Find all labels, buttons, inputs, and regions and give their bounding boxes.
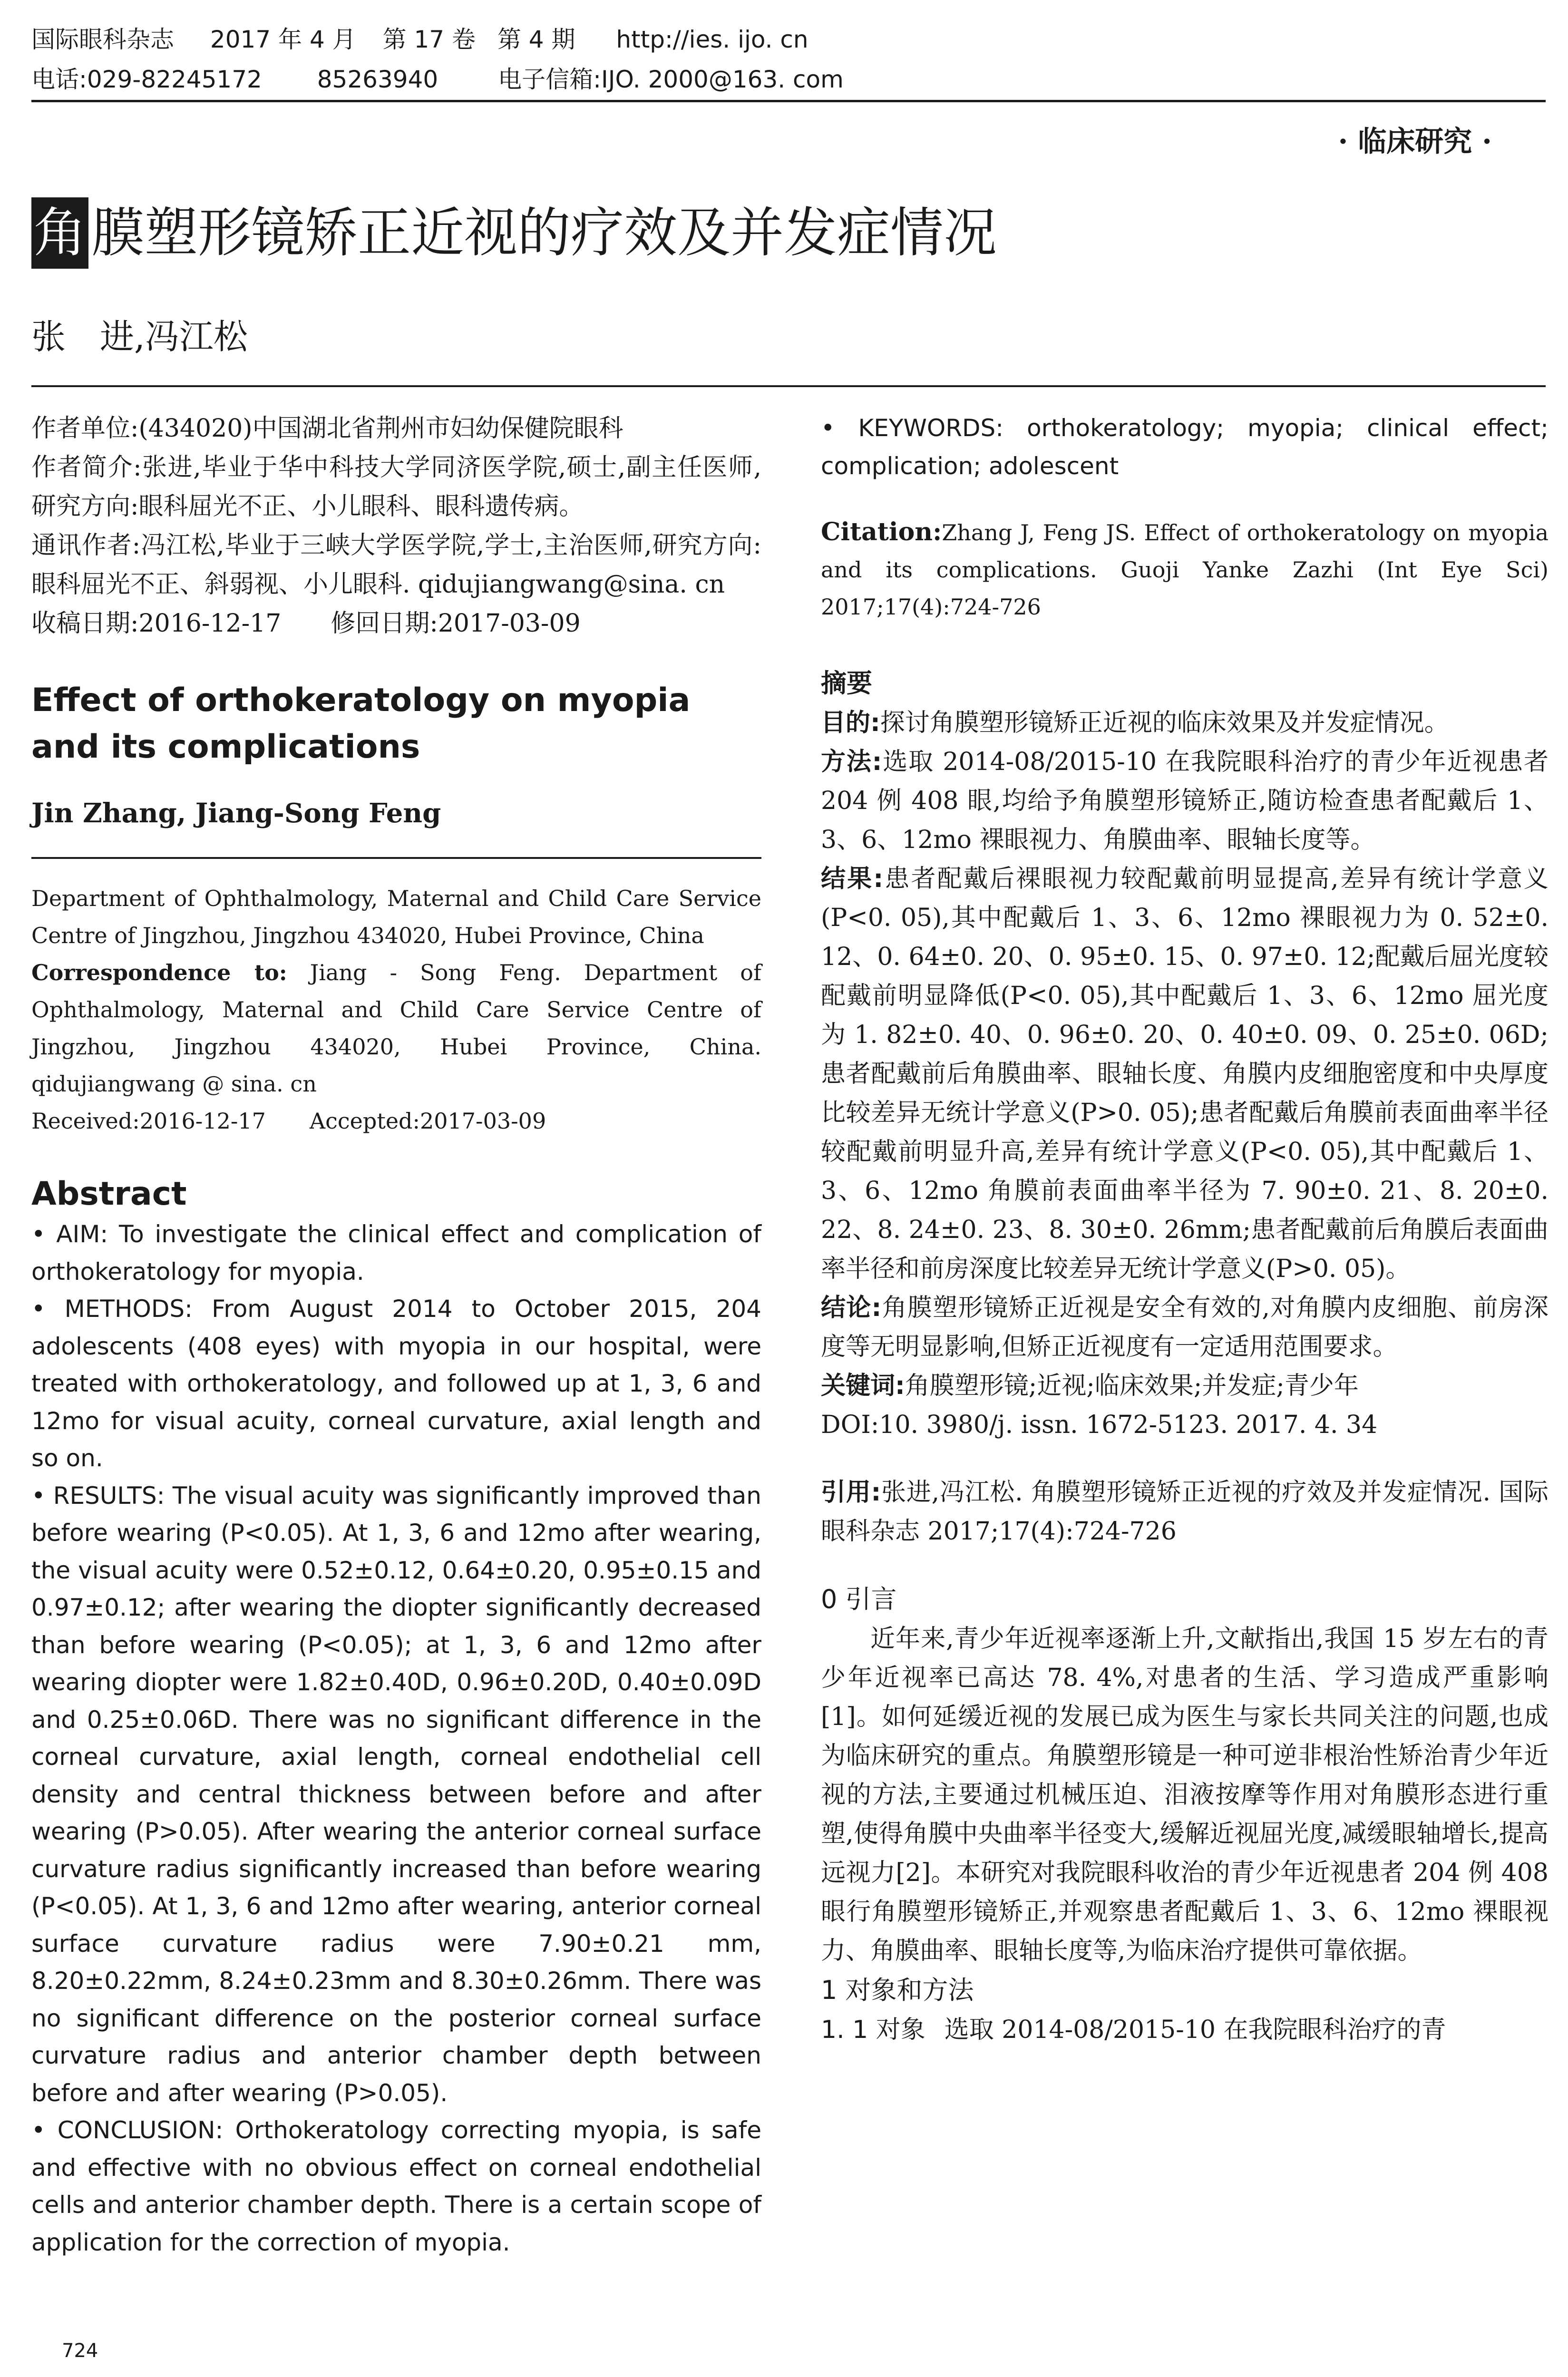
running-header-line2 — [31, 61, 844, 98]
en-dates: Received:2016-12-17 Accepted:2017-03-09 — [31, 1108, 546, 1134]
abstract-cn-conclusion-label: 结论: — [821, 1294, 882, 1322]
en-affiliation-block — [31, 880, 761, 1140]
abstract-cn-results-label: 结果: — [821, 865, 884, 893]
citation-text: Zhang J, Feng JS. Effect of orthokeratology on myopia and its complications. Guoji Yanke Zazhi (Int Eye Sci) 2017;17(4):724-726 — [821, 520, 1549, 620]
right-column — [821, 409, 1549, 2049]
authors-cn: 张 进,冯江松 — [31, 317, 248, 357]
section-1-1 — [821, 2010, 1549, 2049]
abstract-cn-keywords-label: 关键词: — [821, 1372, 905, 1400]
keywords-en: • KEYWORDS: orthokeratology; myopia; clinical effect; complication; adolescent — [821, 414, 1549, 480]
correspondence-text: Jiang - Song Feng. Department of Ophthalmology, Maternal and Child Care Service Centre of Jingzhou, Jingzhou 434020, Hubei Province, China. qidujiangwang @ sina. cn — [31, 960, 761, 1097]
abstract-methods: • METHODS: From August 2014 to October 2015, 204 adolescents (408 eyes) with myopia in our hospital, were treated with orthokeratology, and followed up at 1, 3, 6 and 12mo for visual acuity, corneal curvature, axial length and so on. — [31, 1295, 761, 1472]
header-rule — [31, 100, 1546, 102]
abstract-results: • RESULTS: The visual acuity was significantly improved than before wearing (P<0.05). At 1, 3, 6 and 12mo after wearing, the visual acuity were 0.52±0.12, 0.64±0.20, 0.95±0.15 and 0.97±0.12; after wearing the diopter significantly decreased than before wearing (P<0.05); at 1, 3, 6 and 12mo after wearing diopter were 1.82±0.40D, 0.96±0.20D, 0.40±0.09D and 0.25±0.06D. There was no significant difference in the corneal curvature, axial length, corneal endothelial cell density and central thickness between before and after wearing (P>0.05). After wearing the anterior corneal surface curvature radius significantly increased than before wearing (P<0.05). At 1, 3, 6 and 12mo after wearing, anterior corneal surface curvature radius were 7.90±0.21 mm, 8.20±0.22mm, 8.24±0.23mm and 8.30±0.26mm. There was no significant difference on the posterior corneal surface curvature radius and anterior chamber depth between before and after wearing (P>0.05). — [31, 1481, 761, 2107]
journal-url[interactable]: http://ies. ijo. cn — [616, 26, 808, 53]
abstract-cn-aim — [821, 703, 1549, 742]
issue-date: 2017 年 4 月 — [210, 26, 356, 53]
abstract-cn-conclusion — [821, 1288, 1549, 1366]
abstract-cn-aim-label: 目的: — [821, 709, 880, 737]
abstract-cn-conclusion-text: 角膜塑形镜矫正近视是安全有效的,对角膜内皮细胞、前房深度等无明显影响,但矫正近视度有一定适用范围要求。 — [821, 1294, 1549, 1361]
affiliation-unit: 作者单位:(434020)中国湖北省荆州市妇幼保健院眼科 — [31, 414, 623, 443]
author-bio: 作者简介:张进,毕业于华中科技大学同济医学院,硕士,副主任医师,研究方向:眼科屈光不正、小儿眼科、眼科遗传病。 — [31, 453, 761, 521]
abstract-cn-keywords — [821, 1366, 1549, 1405]
en-affiliation: Department of Ophthalmology, Maternal and Child Care Service Centre of Jingzhou, Jingzhou 434020, Hubei Province, China — [31, 886, 761, 948]
title-text: 膜塑形镜矫正近视的疗效及并发症情况 — [91, 202, 997, 264]
abstract-heading: Abstract — [31, 1175, 187, 1213]
abstract-cn-results — [821, 859, 1549, 1288]
abstract-cn-methods-label: 方法: — [821, 748, 882, 776]
abstract-cn-results-text: 患者配戴后裸眼视力较配戴前明显提高,差异有统计学意义(P<0. 05),其中配戴后 1、3、6、12mo 裸眼视力为 0. 52±0. 12、0. 64±0. 20、0. 95±0. 15、0. 97±0. 12;配戴后屈光度较配戴前明显降低(P<0. 05),其中配戴后 1、3、6、12mo 屈光度为 1. 82±0. 40、0. 96±0. 20、0. 40±0. 09、0. 25±0. 06D;患者配戴前后角膜曲率、眼轴长度、角膜内皮细胞密度和中央厚度比较差异无统计学意义(P>0. 05);患者配戴后角膜前表面曲率半径较配戴前明显升高,差异有统计学意义(P<0. 05),其中配戴后 1、3、6、12mo 角膜前表面曲率半径为 7. 90±0. 21、8. 20±0. 22、8. 24±0. 23、8. 30±0. 26mm;患者配戴前后角膜后表面曲率半径和前房深度比较差异无统计学意义(P>0. 05)。 — [821, 865, 1549, 1283]
correspondence-label: Correspondence to: — [31, 960, 287, 985]
dates-cn: 收稿日期:2016-12-17 修回日期:2017-03-09 — [31, 609, 581, 638]
left-column — [31, 409, 761, 2261]
title-initial: 角 — [31, 197, 88, 269]
section-0-heading: 0 引言 — [821, 1584, 897, 1614]
correspondence — [31, 954, 761, 1102]
cite-cn-text: 张进,冯江松. 角膜塑形镜矫正近视的疗效及并发症情况. 国际眼科杂志 2017;17(4):724-726 — [821, 1478, 1549, 1546]
abstract-cn — [821, 703, 1549, 1444]
abstract-cn-methods — [821, 742, 1549, 859]
affiliation-block — [31, 409, 761, 643]
abstract-cn-methods-text: 选取 2014-08/2015-10 在我院眼科治疗的青少年近视患者 204 例 408 眼,均给予角膜塑形镜矫正,随访检查患者配戴后 1、3、6、12mo 裸眼视力、角膜曲率、眼轴长度等。 — [821, 748, 1549, 854]
issue-number: 第 4 期 — [497, 26, 575, 53]
cite-cn-label: 引用: — [821, 1478, 881, 1507]
section-1-heading: 1 对象和方法 — [821, 1975, 974, 2005]
volume: 第 17 卷 — [382, 26, 476, 53]
running-header-line1 — [31, 21, 808, 58]
journal-name: 国际眼科杂志 — [31, 26, 174, 53]
abstract-cn-keywords-text: 角膜塑形镜;近视;临床效果;并发症;青少年 — [905, 1372, 1359, 1400]
abstract-cn-aim-text: 探讨角膜塑形镜矫正近视的临床效果及并发症情况。 — [880, 709, 1449, 737]
section-1-1-label: 1. 1 对象 — [821, 2016, 925, 2044]
section-1-1-text: 选取 2014-08/2015-10 在我院眼科治疗的青 — [944, 2016, 1446, 2044]
cite-cn — [821, 1473, 1549, 1551]
abstract-cn-heading: 摘要 — [821, 668, 872, 698]
title-rule — [31, 385, 1546, 387]
abstract-conclusion: • CONCLUSION: Orthokeratology correcting myopia, is safe and effective with no obvious effect on corneal endothelial cells and anterior chamber depth. There is a certain scope of application for the correction of myopia. — [31, 2116, 761, 2256]
phone2: 85263940 — [317, 66, 438, 93]
en-authors-rule — [31, 857, 761, 859]
phone: 电话:029-82245172 — [31, 66, 262, 93]
citation-en — [821, 514, 1549, 625]
citation-label: Citation: — [821, 517, 942, 546]
article-title — [31, 197, 997, 269]
corresponding-author: 通讯作者:冯江松,毕业于三峡大学医学院,学士,主治医师,研究方向:眼科屈光不正、斜弱视、小儿眼科. qidujiangwang@sina. cn — [31, 531, 761, 599]
email[interactable]: 电子信箱:IJO. 2000@163. com — [498, 66, 844, 93]
en-authors: Jin Zhang, Jiang-Song Feng — [31, 798, 441, 829]
intro-paragraph: 近年来,青少年近视率逐渐上升,文献指出,我国 15 岁左右的青少年近视率已高达 78. 4%,对患者的生活、学习造成严重影响[1]。如何延缓近视的发展已成为医生与家长共同关注的问题,也成为临床研究的重点。角膜塑形镜是一种可逆非根治性矫治青少年近视的方法,主要通过机械压迫、泪液按摩等作用对角膜形态进行重塑,使得角膜中央曲率半径变大,缓解近视屈光度,减缓眼轴增长,提高远视力[2]。本研究对我院眼科收治的青少年近视患者 204 例 408 眼行角膜塑形镜矫正,并观察患者配戴后 1、3、6、12mo 裸眼视力、角膜曲率、眼轴长度等,为临床治疗提供可靠依据。 — [821, 1625, 1549, 1965]
en-title: Effect of orthokeratology on myopia and its complications — [31, 682, 691, 766]
page-number: 724 — [62, 2340, 98, 2362]
abstract-aim: • AIM: To investigate the clinical effect and complication of orthokeratology for myopia. — [31, 1220, 761, 1286]
abstract-en — [31, 1216, 761, 2261]
section-tag: · 临床研究 · — [1338, 125, 1492, 158]
doi[interactable]: DOI:10. 3980/j. issn. 1672-5123. 2017. 4. 34 — [821, 1411, 1378, 1439]
